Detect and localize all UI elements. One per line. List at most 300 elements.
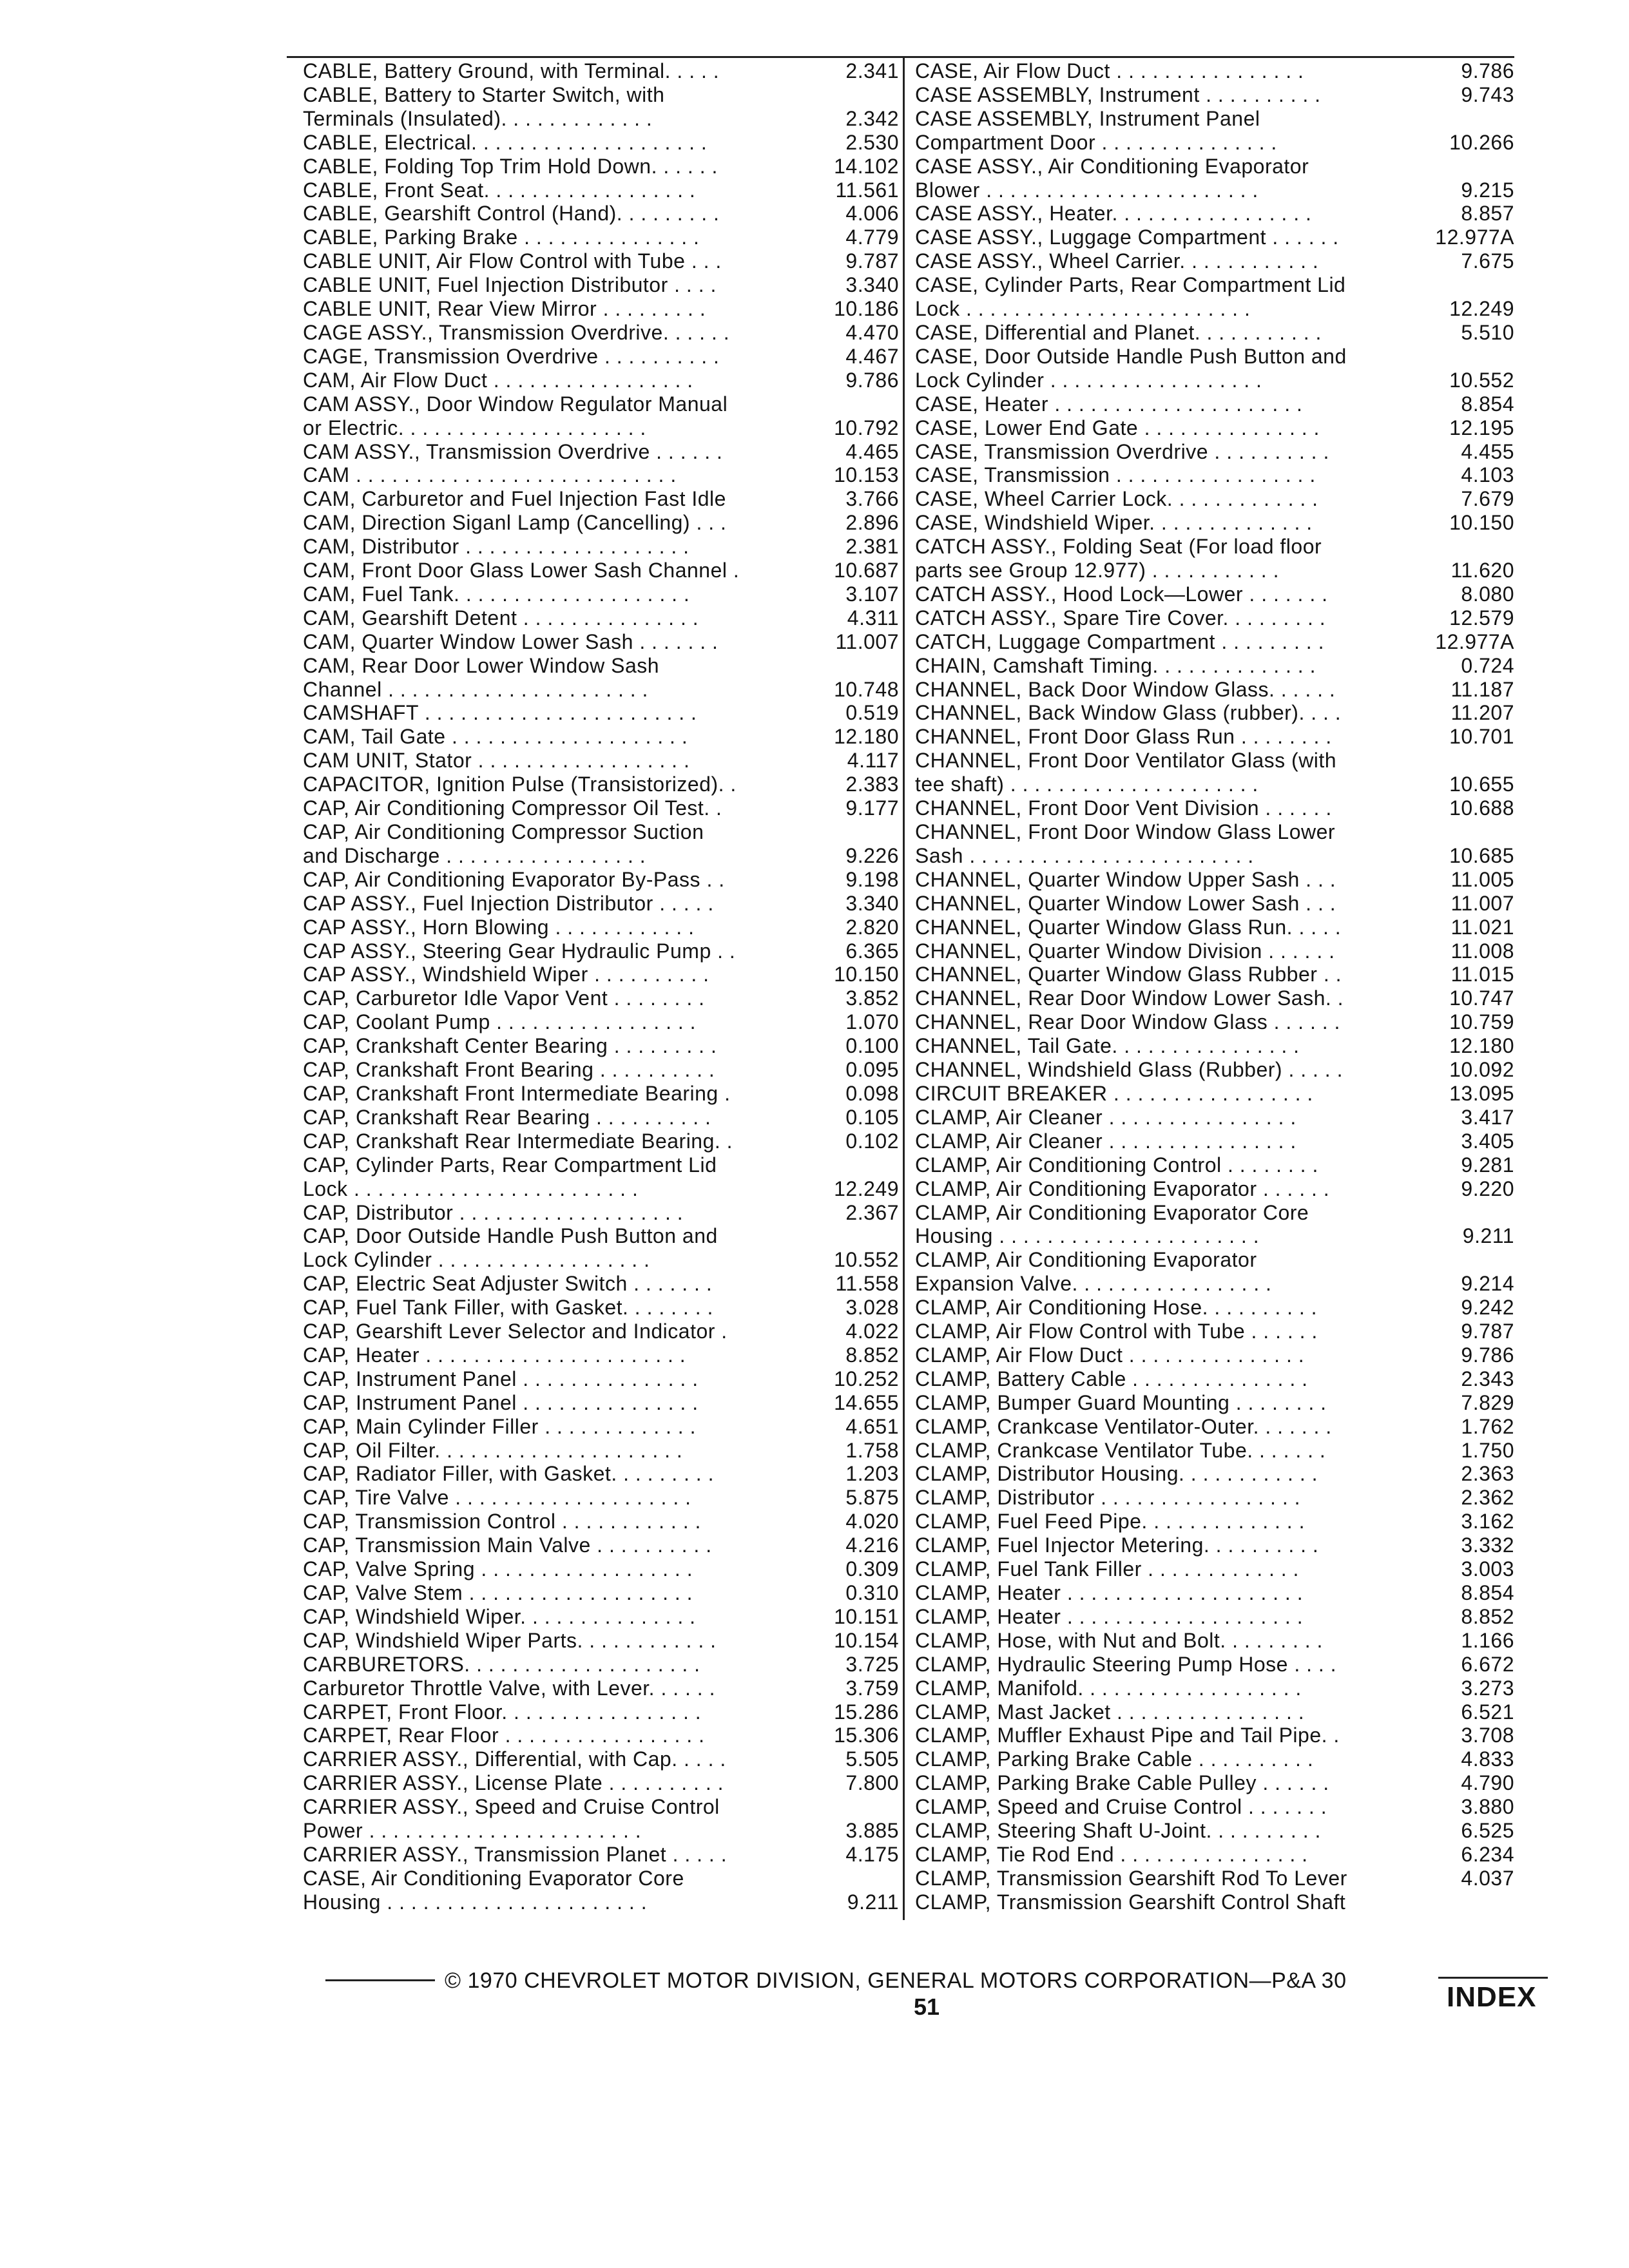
index-entry bbox=[303, 773, 899, 796]
index-entry-page: 4.833 bbox=[1461, 1747, 1514, 1771]
index-entry-text: CARRIER ASSY., Speed and Cruise Control Power . . . . . . . . . . . . . . . . . . . . . . . bbox=[303, 1795, 720, 1843]
index-entry bbox=[915, 1201, 1514, 1249]
index-entry-page: 9.198 bbox=[845, 867, 899, 891]
index-entry-text: CAM ASSY., Transmission Overdrive . . . . . . bbox=[303, 439, 723, 463]
index-entry bbox=[915, 1890, 1514, 1914]
index-entry bbox=[303, 1367, 899, 1391]
index-entry-text: CAP, Windshield Wiper Parts. . . . . . . . . . . . bbox=[303, 1628, 717, 1652]
index-entry-text: CASE, Air Conditioning Evaporator Core Housing . . . . . . . . . . . . . . . . . . . . . . bbox=[303, 1866, 684, 1914]
index-entry bbox=[915, 1795, 1514, 1819]
index-entry-page: 4.006 bbox=[845, 202, 899, 226]
index-entry bbox=[303, 511, 899, 535]
index-entry-page: 9.211 bbox=[847, 1890, 899, 1914]
index-entry-text: CAP, Crankshaft Center Bearing . . . . . . . . . bbox=[303, 1034, 717, 1058]
index-entry-text: CLAMP, Air Flow Control with Tube . . . . . . bbox=[915, 1320, 1318, 1343]
index-entry-page: 10.748 bbox=[834, 677, 899, 701]
index-entry-text: CAM UNIT, Stator . . . . . . . . . . . . . . . . . . bbox=[303, 749, 690, 773]
index-entry bbox=[303, 749, 899, 773]
index-entry-page: 10.092 bbox=[1449, 1058, 1514, 1082]
index-entry bbox=[915, 1153, 1514, 1177]
index-entry-page: 3.107 bbox=[845, 582, 899, 606]
index-entry-page: 2.343 bbox=[1461, 1367, 1514, 1390]
footer-rule-right bbox=[1438, 1977, 1548, 1979]
index-entry bbox=[915, 1819, 1514, 1843]
index-entry-text: CHANNEL, Quarter Window Upper Sash . . . bbox=[915, 867, 1336, 891]
index-entry-page: 3.725 bbox=[845, 1652, 899, 1676]
index-entry-text: CAM, Distributor . . . . . . . . . . . . . . . . . . . bbox=[303, 535, 689, 559]
index-entry-page: 3.880 bbox=[1461, 1795, 1514, 1819]
index-entry bbox=[303, 1510, 899, 1533]
index-entry-page: 1.070 bbox=[845, 1010, 899, 1034]
index-entry-page: 11.008 bbox=[1451, 939, 1514, 963]
index-entry bbox=[915, 868, 1514, 892]
index-entry-page: 10.552 bbox=[1449, 368, 1514, 392]
index-entry-page: 6.365 bbox=[845, 939, 899, 963]
index-entry bbox=[303, 1795, 899, 1843]
index-entry-text: CAP, Instrument Panel . . . . . . . . . . . . . . . bbox=[303, 1390, 699, 1414]
index-entry-text: CABLE, Front Seat. . . . . . . . . . . . . . . . . . bbox=[303, 178, 696, 202]
index-entry-text: CLAMP, Air Flow Duct . . . . . . . . . . . . . . . bbox=[915, 1343, 1305, 1367]
index-entry-text: CHANNEL, Tail Gate. . . . . . . . . . . . . . . . bbox=[915, 1034, 1300, 1058]
index-entry-page: 10.154 bbox=[834, 1628, 899, 1652]
index-entry bbox=[303, 83, 899, 131]
index-entry-text: CAP, Door Outside Handle Push Button and Lock Cylinder . . . . . . . . . . . . . . . . . . bbox=[303, 1224, 718, 1272]
index-entry-page: 4.779 bbox=[845, 226, 899, 249]
index-entry-text: CASE, Door Outside Handle Push Button and Lock Cylinder . . . . . . . . . . . . . . . . . . bbox=[915, 344, 1347, 392]
index-entry-page: 4.311 bbox=[847, 606, 899, 629]
index-entry-page: 12.180 bbox=[1449, 1034, 1514, 1058]
index-entry bbox=[915, 1320, 1514, 1343]
index-entry bbox=[303, 939, 899, 963]
index-entry-text: CAM, Air Flow Duct . . . . . . . . . . . . . . . . . bbox=[303, 368, 693, 392]
index-entry-page: 9.786 bbox=[1461, 1343, 1514, 1367]
index-entry-page: 2.363 bbox=[1461, 1462, 1514, 1486]
index-entry-page: 4.467 bbox=[845, 344, 899, 368]
index-entry-page: 10.252 bbox=[834, 1367, 899, 1390]
index-entry-text: CASE, Air Flow Duct . . . . . . . . . . . . . . . . bbox=[915, 59, 1304, 82]
index-entry bbox=[303, 606, 899, 630]
index-entry-page: 12.249 bbox=[1449, 297, 1514, 321]
index-entry-page: 4.465 bbox=[845, 439, 899, 463]
index-entry-text: CHANNEL, Front Door Ventilator Glass (with tee shaft) . . . . . . . . . . . . . . . . . . . . . bbox=[915, 749, 1337, 796]
index-entry-page: 13.095 bbox=[1449, 1081, 1514, 1105]
index-entry-page: 1.758 bbox=[845, 1438, 899, 1462]
index-entry bbox=[303, 226, 899, 249]
index-entry-page: 15.286 bbox=[834, 1700, 899, 1724]
index-entry-page: 0.309 bbox=[845, 1557, 899, 1581]
index-entry-page: 11.561 bbox=[835, 178, 899, 202]
index-entry bbox=[303, 1700, 899, 1724]
index-entry-page: 4.216 bbox=[845, 1533, 899, 1557]
index-entry bbox=[915, 1605, 1514, 1629]
index-entry-page: 4.790 bbox=[1461, 1771, 1514, 1795]
index-entry-page: 6.672 bbox=[1461, 1652, 1514, 1676]
index-entry-text: CIRCUIT BREAKER . . . . . . . . . . . . . . . . . bbox=[915, 1081, 1313, 1105]
index-entry-text: CAP, Main Cylinder Filler . . . . . . . . . . . . . bbox=[303, 1414, 696, 1438]
index-entry bbox=[915, 939, 1514, 963]
index-entry bbox=[303, 273, 899, 297]
index-entry-page: 0.519 bbox=[845, 701, 899, 725]
index-entry-text: CARRIER ASSY., Transmission Planet . . . . . bbox=[303, 1842, 728, 1866]
index-entry-page: 8.854 bbox=[1461, 392, 1514, 416]
index-entry-page: 11.005 bbox=[1451, 867, 1514, 891]
index-entry-text: CLAMP, Fuel Injector Metering. . . . . . . . . . bbox=[915, 1533, 1319, 1557]
index-entry-text: CABLE, Parking Brake . . . . . . . . . . . . . . . bbox=[303, 226, 700, 249]
index-entry-text: CAP, Transmission Control . . . . . . . . . . . . bbox=[303, 1510, 701, 1533]
index-entry bbox=[303, 1581, 899, 1605]
index-entry-text: CLAMP, Hydraulic Steering Pump Hose . . . . bbox=[915, 1652, 1337, 1676]
index-entry-text: CASE ASSY., Luggage Compartment . . . . . . bbox=[915, 226, 1339, 249]
index-entry bbox=[303, 463, 899, 487]
index-entry-text: CAP, Valve Spring . . . . . . . . . . . . . . . . . . bbox=[303, 1557, 693, 1581]
index-entry-page: 10.688 bbox=[1449, 796, 1514, 820]
index-entry bbox=[303, 1747, 899, 1771]
index-entry-page: 10.685 bbox=[1449, 843, 1514, 867]
index-entry bbox=[915, 1462, 1514, 1486]
index-entry bbox=[915, 345, 1514, 392]
index-entry-text: CHANNEL, Rear Door Window Lower Sash. . bbox=[915, 986, 1344, 1010]
section-label: INDEX bbox=[1447, 1981, 1537, 2013]
index-entry-text: CHANNEL, Back Window Glass (rubber). . . . bbox=[915, 701, 1342, 725]
index-entry-page: 3.766 bbox=[845, 487, 899, 511]
index-entry bbox=[303, 1557, 899, 1581]
index-entry bbox=[303, 1843, 899, 1867]
index-entry bbox=[915, 1843, 1514, 1867]
index-entry-text: CARRIER ASSY., Differential, with Cap. . . . . bbox=[303, 1747, 726, 1771]
index-entry bbox=[915, 1557, 1514, 1581]
index-entry-page: 3.273 bbox=[1461, 1676, 1514, 1700]
index-entry-page: 3.852 bbox=[845, 986, 899, 1010]
index-entry-page: 8.080 bbox=[1461, 582, 1514, 606]
index-entry-page: 14.655 bbox=[834, 1390, 899, 1414]
index-entry-page: 9.215 bbox=[1461, 178, 1514, 202]
index-entry bbox=[303, 440, 899, 464]
index-entry-text: CAM, Rear Door Lower Window Sash Channel . . . . . . . . . . . . . . . . . . . . . . bbox=[303, 653, 660, 701]
index-entry-page: 0.105 bbox=[845, 1105, 899, 1129]
index-entry-text: CHAIN, Camshaft Timing. . . . . . . . . . . . . . bbox=[915, 653, 1316, 677]
index-entry-text: CLAMP, Fuel Feed Pipe. . . . . . . . . . . . . . bbox=[915, 1510, 1305, 1533]
index-entry-text: CASE, Lower End Gate . . . . . . . . . . . . . . . bbox=[915, 416, 1320, 439]
index-entry-page: 9.281 bbox=[1461, 1153, 1514, 1177]
index-entry bbox=[303, 1391, 899, 1415]
index-entry-page: 0.095 bbox=[845, 1058, 899, 1082]
index-entry bbox=[303, 1106, 899, 1129]
index-entry-page: 6.525 bbox=[1461, 1819, 1514, 1843]
index-entry bbox=[303, 1224, 899, 1272]
index-entry-page: 10.701 bbox=[1449, 725, 1514, 749]
index-entry bbox=[915, 1010, 1514, 1034]
index-entry-text: CAMSHAFT . . . . . . . . . . . . . . . . . . . . . . . bbox=[303, 701, 697, 725]
index-entry bbox=[915, 249, 1514, 273]
index-entry bbox=[303, 1771, 899, 1795]
index-entry-text: CAP, Air Conditioning Compressor Oil Test. . bbox=[303, 796, 722, 820]
index-entry-text: CAP, Valve Stem . . . . . . . . . . . . . . . . . . . bbox=[303, 1581, 693, 1604]
index-entry-text: CAP, Heater . . . . . . . . . . . . . . . . . . . . . . bbox=[303, 1343, 686, 1367]
index-entry-page: 8.854 bbox=[1461, 1581, 1514, 1604]
index-entry-text: CAP, Fuel Tank Filler, with Gasket. . . . . . . . bbox=[303, 1296, 713, 1320]
index-entry-text: CABLE, Electrical. . . . . . . . . . . . . . . . . . . . bbox=[303, 130, 708, 154]
index-entry bbox=[303, 1058, 899, 1082]
index-entry-text: CAGE, Transmission Overdrive . . . . . . . . . . bbox=[303, 344, 720, 368]
index-entry bbox=[303, 725, 899, 749]
index-entry-page: 11.015 bbox=[1451, 963, 1514, 986]
index-entry-text: CAP, Windshield Wiper. . . . . . . . . . . . . . . bbox=[303, 1604, 696, 1628]
index-entry-text: CLAMP, Crankcase Ventilator-Outer. . . . . . . bbox=[915, 1414, 1332, 1438]
index-entry-page: 0.310 bbox=[845, 1581, 899, 1604]
index-entry bbox=[303, 796, 899, 820]
index-entry-text: CAM, Direction Siganl Lamp (Cancelling) . . . bbox=[303, 511, 727, 535]
index-entry-text: CAP ASSY., Windshield Wiper . . . . . . . . . . bbox=[303, 963, 709, 986]
index-entry-text: CHANNEL, Front Door Glass Run . . . . . . . . bbox=[915, 725, 1332, 749]
index-entry bbox=[915, 1034, 1514, 1058]
index-entry-page: 3.340 bbox=[845, 273, 899, 297]
index-entry-text: CLAMP, Air Cleaner . . . . . . . . . . . . . . . . bbox=[915, 1129, 1296, 1153]
index-column-right bbox=[915, 59, 1514, 1914]
index-entry bbox=[303, 178, 899, 202]
index-entry bbox=[915, 392, 1514, 416]
index-entry-text: CAP, Crankshaft Rear Intermediate Bearing. . bbox=[303, 1129, 733, 1153]
index-entry-text: CASE, Differential and Planet. . . . . . . . . . . bbox=[915, 320, 1322, 344]
index-entry-text: CHANNEL, Quarter Window Division . . . . . . bbox=[915, 939, 1335, 963]
index-entry-text: CAP, Carburetor Idle Vapor Vent . . . . . . . . bbox=[303, 986, 705, 1010]
index-entry-text: CLAMP, Distributor Housing. . . . . . . . . . . . bbox=[915, 1462, 1318, 1486]
index-entry bbox=[303, 155, 899, 178]
index-entry-text: Carburetor Throttle Valve, with Lever. . . . . . bbox=[303, 1676, 715, 1700]
index-entry-text: CLAMP, Bumper Guard Mounting . . . . . . . . bbox=[915, 1390, 1327, 1414]
index-entry-text: CAP, Radiator Filler, with Gasket. . . . . . . . . bbox=[303, 1462, 714, 1486]
index-entry-text: CAM . . . . . . . . . . . . . . . . . . . . . . . . . . . bbox=[303, 463, 677, 487]
index-entry-text: CLAMP, Battery Cable . . . . . . . . . . . . . . . bbox=[915, 1367, 1308, 1390]
index-entry-text: CAP ASSY., Fuel Injection Distributor . . . . . bbox=[303, 891, 714, 915]
index-entry bbox=[915, 83, 1514, 107]
index-entry-page: 4.022 bbox=[845, 1320, 899, 1343]
index-entry bbox=[915, 1248, 1514, 1296]
index-entry-text: CLAMP, Air Conditioning Control . . . . . . . . bbox=[915, 1153, 1318, 1177]
index-entry-page: 7.829 bbox=[1461, 1390, 1514, 1414]
index-entry-page: 9.177 bbox=[845, 796, 899, 820]
index-entry-page: 4.103 bbox=[1461, 463, 1514, 487]
index-entry-text: CAP, Crankshaft Front Intermediate Bearing . bbox=[303, 1081, 731, 1105]
index-entry-page: 7.675 bbox=[1461, 249, 1514, 273]
index-entry bbox=[303, 487, 899, 511]
index-entry-text: CAP, Cylinder Parts, Rear Compartment Lid Lock . . . . . . . . . . . . . . . . . . . . . . . . bbox=[303, 1153, 717, 1200]
index-entry bbox=[303, 1605, 899, 1629]
index-entry-text: CAM, Tail Gate . . . . . . . . . . . . . . . . . . . . bbox=[303, 725, 688, 749]
index-entry bbox=[915, 1653, 1514, 1677]
index-entry-page: 3.340 bbox=[845, 891, 899, 915]
index-entry bbox=[915, 725, 1514, 749]
index-entry bbox=[915, 463, 1514, 487]
index-entry-page: 2.362 bbox=[1461, 1486, 1514, 1510]
index-entry-text: CAP, Gearshift Lever Selector and Indicator . bbox=[303, 1320, 728, 1343]
index-entry bbox=[303, 131, 899, 155]
index-entry-text: CHANNEL, Rear Door Window Glass . . . . . . bbox=[915, 1010, 1340, 1034]
index-entry-text: CLAMP, Crankcase Ventilator Tube. . . . . . . bbox=[915, 1438, 1326, 1462]
index-entry-text: CAP ASSY., Steering Gear Hydraulic Pump . . bbox=[303, 939, 736, 963]
index-entry-page: 3.162 bbox=[1461, 1510, 1514, 1533]
index-entry bbox=[915, 678, 1514, 702]
index-entry bbox=[915, 1177, 1514, 1201]
index-entry-page: 10.655 bbox=[1449, 773, 1514, 796]
index-entry-page: 8.852 bbox=[1461, 1604, 1514, 1628]
index-entry-text: CABLE UNIT, Fuel Injection Distributor . . . . bbox=[303, 273, 717, 297]
index-entry-page: 5.510 bbox=[1461, 320, 1514, 344]
page-number: 51 bbox=[914, 1994, 940, 2020]
index-entry-page: 1.762 bbox=[1461, 1414, 1514, 1438]
index-entry-text: CLAMP, Speed and Cruise Control . . . . . . . bbox=[915, 1795, 1327, 1819]
index-entry bbox=[303, 59, 899, 83]
index-entry-page: 10.153 bbox=[834, 463, 899, 487]
index-entry-text: CAP, Crankshaft Front Bearing . . . . . . . . . . bbox=[303, 1058, 715, 1082]
index-entry-text: CAP, Oil Filter. . . . . . . . . . . . . . . . . . . . . bbox=[303, 1438, 683, 1462]
index-entry bbox=[915, 916, 1514, 939]
index-entry-text: CAM, Front Door Glass Lower Sash Channel . bbox=[303, 559, 740, 582]
index-entry bbox=[303, 345, 899, 369]
index-entry bbox=[915, 630, 1514, 654]
index-entry-text: CHANNEL, Front Door Vent Division . . . . . . bbox=[915, 796, 1332, 820]
index-entry-page: 12.579 bbox=[1449, 606, 1514, 629]
index-entry-page: 15.306 bbox=[834, 1724, 899, 1747]
index-entry-page: 0.100 bbox=[845, 1034, 899, 1058]
index-entry-page: 11.021 bbox=[1451, 915, 1514, 939]
index-entry-text: CASE, Transmission Overdrive . . . . . . . . . . bbox=[915, 439, 1329, 463]
index-entry-page: 3.003 bbox=[1461, 1557, 1514, 1581]
index-entry bbox=[303, 1082, 899, 1106]
index-entry-page: 2.820 bbox=[845, 915, 899, 939]
index-entry-text: CABLE UNIT, Rear View Mirror . . . . . . . . . bbox=[303, 297, 706, 321]
index-entry-page: 9.211 bbox=[1462, 1224, 1514, 1248]
index-entry bbox=[915, 155, 1514, 202]
index-entry bbox=[303, 1320, 899, 1343]
index-entry-text: CARBURETORS. . . . . . . . . . . . . . . . . . . . bbox=[303, 1652, 700, 1676]
index-entry-page: 10.552 bbox=[834, 1248, 899, 1272]
index-entry-page: 2.383 bbox=[845, 773, 899, 796]
index-entry bbox=[915, 1343, 1514, 1367]
index-entry bbox=[915, 606, 1514, 630]
index-entry bbox=[915, 701, 1514, 725]
index-entry bbox=[303, 1867, 899, 1914]
index-entry bbox=[303, 630, 899, 654]
index-entry bbox=[915, 1082, 1514, 1106]
index-entry bbox=[915, 1510, 1514, 1533]
index-entry-text: CASE ASSY., Wheel Carrier. . . . . . . . . . . . bbox=[915, 249, 1319, 273]
index-entry-text: CAM, Quarter Window Lower Sash . . . . . . . bbox=[303, 629, 718, 653]
index-entry bbox=[303, 916, 899, 939]
index-entry-text: CLAMP, Transmission Gearshift Rod To Lever bbox=[915, 1866, 1347, 1890]
index-entry-page: 12.249 bbox=[834, 1177, 899, 1200]
index-entry-text: CATCH ASSY., Hood Lock—Lower . . . . . . . bbox=[915, 582, 1328, 606]
index-entry-text: CLAMP, Tie Rod End . . . . . . . . . . . . . . . . bbox=[915, 1842, 1308, 1866]
copyright-notice: © 1970 CHEVROLET MOTOR DIVISION, GENERAL MOTORS CORPORATION—P&A 30 bbox=[445, 1968, 1347, 1993]
index-entry-text: CHANNEL, Quarter Window Glass Run. . . . . bbox=[915, 915, 1342, 939]
column-divider bbox=[903, 58, 905, 1920]
index-entry-text: CAPACITOR, Ignition Pulse (Transistorized). . bbox=[303, 773, 737, 796]
index-entry-page: 11.207 bbox=[1451, 701, 1514, 725]
index-entry-text: CATCH ASSY., Spare Tire Cover. . . . . . . . . bbox=[915, 606, 1326, 629]
index-entry-text: CHANNEL, Front Door Window Glass Lower Sash . . . . . . . . . . . . . . . . . . . . . . . . bbox=[915, 820, 1336, 867]
index-entry-page: 9.226 bbox=[845, 843, 899, 867]
index-entry-text: CLAMP, Steering Shaft U-Joint. . . . . . . . . . bbox=[915, 1819, 1321, 1843]
index-entry-page: 2.530 bbox=[845, 130, 899, 154]
index-entry bbox=[303, 1724, 899, 1747]
index-entry bbox=[915, 1700, 1514, 1724]
index-entry-page: 3.405 bbox=[1461, 1129, 1514, 1153]
index-entry bbox=[915, 654, 1514, 678]
index-entry-page: 0.098 bbox=[845, 1081, 899, 1105]
index-entry bbox=[915, 582, 1514, 606]
index-entry bbox=[303, 986, 899, 1010]
index-entry bbox=[915, 1533, 1514, 1557]
index-entry bbox=[915, 1771, 1514, 1795]
index-entry bbox=[915, 892, 1514, 916]
index-entry bbox=[915, 1724, 1514, 1747]
index-entry-page: 11.007 bbox=[1451, 891, 1514, 915]
index-entry-page: 9.787 bbox=[845, 249, 899, 273]
index-entry-page: 7.679 bbox=[1461, 487, 1514, 511]
index-entry-page: 11.187 bbox=[1451, 677, 1514, 701]
index-entry bbox=[303, 535, 899, 559]
index-entry bbox=[303, 1129, 899, 1153]
index-entry-text: CLAMP, Transmission Gearshift Control Shaft bbox=[915, 1890, 1346, 1914]
index-entry bbox=[915, 511, 1514, 535]
index-entry-text: CHANNEL, Back Door Window Glass. . . . . . bbox=[915, 677, 1336, 701]
index-entry bbox=[303, 1462, 899, 1486]
index-entry-text: CASE, Windshield Wiper. . . . . . . . . . . . . . bbox=[915, 511, 1313, 535]
index-entry bbox=[915, 820, 1514, 868]
index-entry-page: 10.747 bbox=[1449, 986, 1514, 1010]
index-entry-page: 10.186 bbox=[834, 297, 899, 321]
index-entry-page: 10.759 bbox=[1449, 1010, 1514, 1034]
index-entry-text: CASE, Heater . . . . . . . . . . . . . . . . . . . . . bbox=[915, 392, 1303, 416]
index-entry bbox=[303, 701, 899, 725]
index-entry-text: CLAMP, Muffler Exhaust Pipe and Tail Pipe. . bbox=[915, 1724, 1340, 1747]
index-entry-page: 12.180 bbox=[834, 725, 899, 749]
index-entry bbox=[915, 226, 1514, 249]
index-entry-page: 9.242 bbox=[1461, 1296, 1514, 1320]
index-entry bbox=[303, 868, 899, 892]
index-entry bbox=[303, 582, 899, 606]
index-entry bbox=[915, 963, 1514, 986]
index-entry bbox=[915, 59, 1514, 83]
index-entry bbox=[915, 796, 1514, 820]
index-entry-page: 3.759 bbox=[845, 1676, 899, 1700]
index-entry-page: 11.558 bbox=[835, 1272, 899, 1296]
footer-rule-left bbox=[325, 1979, 435, 1981]
index-entry-text: CAP ASSY., Horn Blowing . . . . . . . . . . . . bbox=[303, 915, 695, 939]
index-entry-text: CLAMP, Manifold. . . . . . . . . . . . . . . . . . . bbox=[915, 1676, 1302, 1700]
index-entry bbox=[303, 654, 899, 702]
index-entry-page: 2.896 bbox=[845, 511, 899, 535]
index-entry-text: CASE ASSY., Air Conditioning Evaporator Blower . . . . . . . . . . . . . . . . . . . . . . . bbox=[915, 154, 1309, 202]
index-entry bbox=[915, 1867, 1514, 1890]
index-entry-text: CLAMP, Parking Brake Cable Pulley . . . . . . bbox=[915, 1771, 1329, 1795]
index-entry bbox=[303, 1533, 899, 1557]
index-entry-page: 8.857 bbox=[1461, 202, 1514, 226]
index-entry-page: 11.620 bbox=[1451, 559, 1514, 582]
index-entry-page: 14.102 bbox=[834, 154, 899, 178]
index-entry-page: 9.787 bbox=[1461, 1320, 1514, 1343]
index-entry-text: CAP, Crankshaft Rear Bearing . . . . . . . . . . bbox=[303, 1105, 711, 1129]
index-entry bbox=[915, 273, 1514, 321]
index-entry-text: CHANNEL, Windshield Glass (Rubber) . . . . . bbox=[915, 1058, 1343, 1082]
index-entry-text: CABLE, Gearshift Control (Hand). . . . . . . . . bbox=[303, 202, 720, 226]
index-entry-page: 0.102 bbox=[845, 1129, 899, 1153]
index-entry-page: 6.234 bbox=[1461, 1842, 1514, 1866]
index-entry bbox=[303, 249, 899, 273]
index-entry bbox=[303, 1010, 899, 1034]
index-entry-page: 9.786 bbox=[1461, 59, 1514, 82]
index-entry bbox=[915, 416, 1514, 440]
